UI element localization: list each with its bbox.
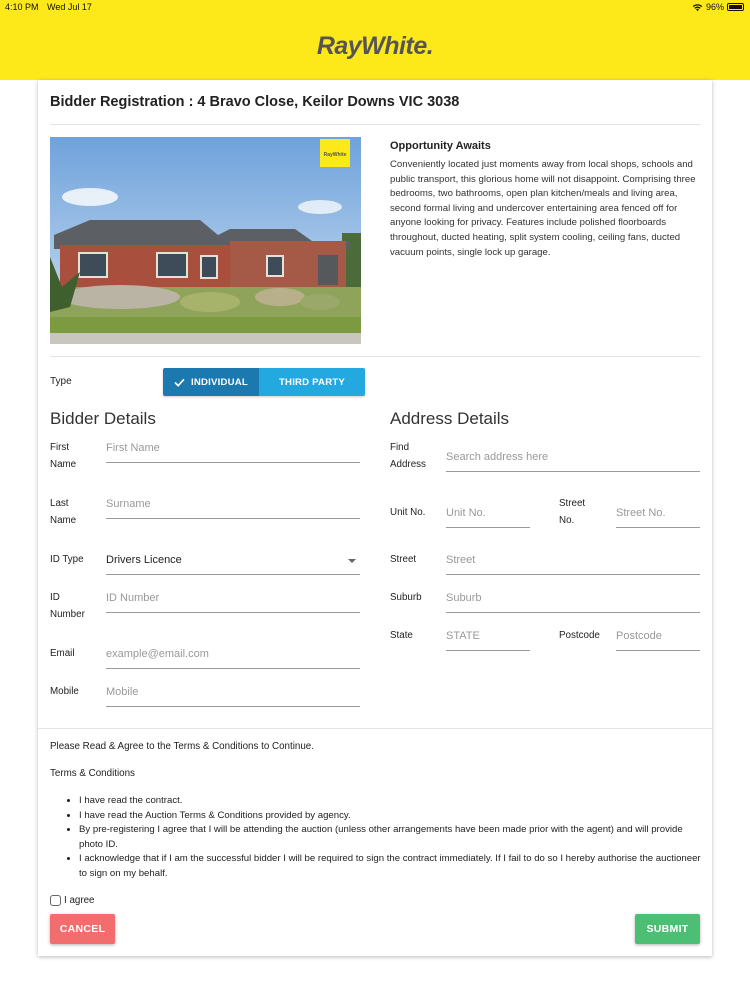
status-date: Wed Jul 17 — [47, 2, 92, 12]
terms-item: • I have read the Auction Terms & Conditions provided by agency. — [79, 809, 704, 824]
email-field[interactable]: example@email.com — [106, 645, 360, 669]
status-time: 4:10 PM — [5, 2, 39, 12]
id-type-select[interactable] — [106, 551, 360, 575]
terms-item: • I have read the contract. — [79, 794, 704, 809]
raywhite-logo: RayWhite. — [316, 32, 434, 60]
id-number-label: ID Number — [50, 592, 85, 620]
last-name-field[interactable]: Surname — [106, 495, 360, 519]
id-type-value: Drivers Licence — [106, 554, 182, 566]
find-address-field[interactable]: Search address here — [446, 448, 700, 472]
street-no-label: Street No. — [559, 498, 586, 526]
app-header — [0, 14, 750, 80]
registration-card — [38, 80, 712, 956]
id-number-field[interactable]: ID Number — [106, 589, 360, 613]
divider — [50, 356, 700, 357]
street-field[interactable]: Street — [446, 551, 700, 575]
listing-heading: Opportunity Awaits — [390, 140, 491, 152]
state-label: State — [390, 630, 413, 641]
terms-item: • I acknowledge that if I am the successful bidder I will be required to sign the contract immediately. If I fail to do so I hereby authorise the auctioneer to sign on my behalf. — [79, 852, 704, 881]
toggle-individual-label: INDIVIDUAL — [191, 376, 248, 388]
toggle-individual[interactable] — [163, 368, 259, 396]
terms-item: • By pre-registering I agree that I will be attending the auction (unless other arrangements have been made prior with the agent) and will provide photo ID. — [79, 823, 704, 852]
submit-button[interactable]: SUBMIT — [635, 914, 700, 944]
photo-badge: RayWhite — [323, 152, 347, 158]
unit-no-field[interactable]: Unit No. — [446, 504, 530, 528]
suburb-label: Suburb — [390, 592, 422, 603]
agree-label: I agree — [64, 895, 95, 906]
first-name-field[interactable]: First Name — [106, 439, 360, 463]
terms-list — [79, 794, 704, 882]
battery-percent: 96% — [705, 2, 724, 12]
toggle-third-party[interactable] — [259, 368, 365, 396]
listing-description: Conveniently located just moments away from local shops, schools and public transport, this glorious home will not disappoint. Comprising three bedrooms, two bathrooms, open plan kitchen/meals and living area, second formal living and undercover entertaining area fenced off for anyone looking for privacy. Features include polished floorboards throughout, ducted heating, split system cooling, ceiling fans, ducted vacuum points, single lock up garage. — [390, 159, 696, 258]
state-field[interactable]: STATE — [446, 627, 530, 651]
agree-checkbox[interactable] — [50, 895, 61, 906]
suburb-field[interactable]: Suburb — [446, 589, 700, 613]
check-icon — [174, 378, 185, 387]
divider — [38, 728, 712, 729]
divider — [50, 124, 700, 125]
type-label: Type — [50, 376, 72, 387]
wifi-icon — [692, 3, 703, 12]
terms-intro: Please Read & Agree to the Terms & Conditions to Continue. — [50, 741, 314, 752]
toggle-third-party-label: THIRD PARTY — [279, 376, 345, 388]
address-details-title: Address Details — [390, 409, 510, 428]
status-bar — [0, 0, 750, 14]
property-photo — [50, 137, 361, 344]
street-label: Street — [390, 554, 417, 565]
terms-heading: Terms & Conditions — [50, 768, 135, 779]
type-toggle — [163, 368, 365, 396]
unit-no-label: Unit No. — [390, 507, 426, 518]
battery-icon — [727, 3, 744, 11]
bidder-details-title: Bidder Details — [50, 409, 156, 428]
agree-checkbox-row[interactable] — [50, 895, 95, 906]
first-name-label: First Name — [50, 442, 77, 470]
cancel-button[interactable]: CANCEL — [50, 914, 115, 944]
dropdown-arrow-icon — [348, 559, 356, 563]
postcode-field[interactable]: Postcode — [616, 627, 700, 651]
id-type-label: ID Type — [50, 554, 84, 565]
mobile-label: Mobile — [50, 686, 79, 697]
find-address-label: Find Address — [390, 442, 426, 470]
street-no-field[interactable]: Street No. — [616, 504, 700, 528]
mobile-field[interactable]: Mobile — [106, 683, 360, 707]
postcode-label: Postcode — [559, 630, 600, 641]
last-name-label: Last Name — [50, 498, 77, 526]
email-label: Email — [50, 648, 75, 659]
status-right — [692, 2, 744, 12]
page-title: Bidder Registration : 4 Bravo Close, Keilor Downs VIC 3038 — [50, 94, 460, 110]
